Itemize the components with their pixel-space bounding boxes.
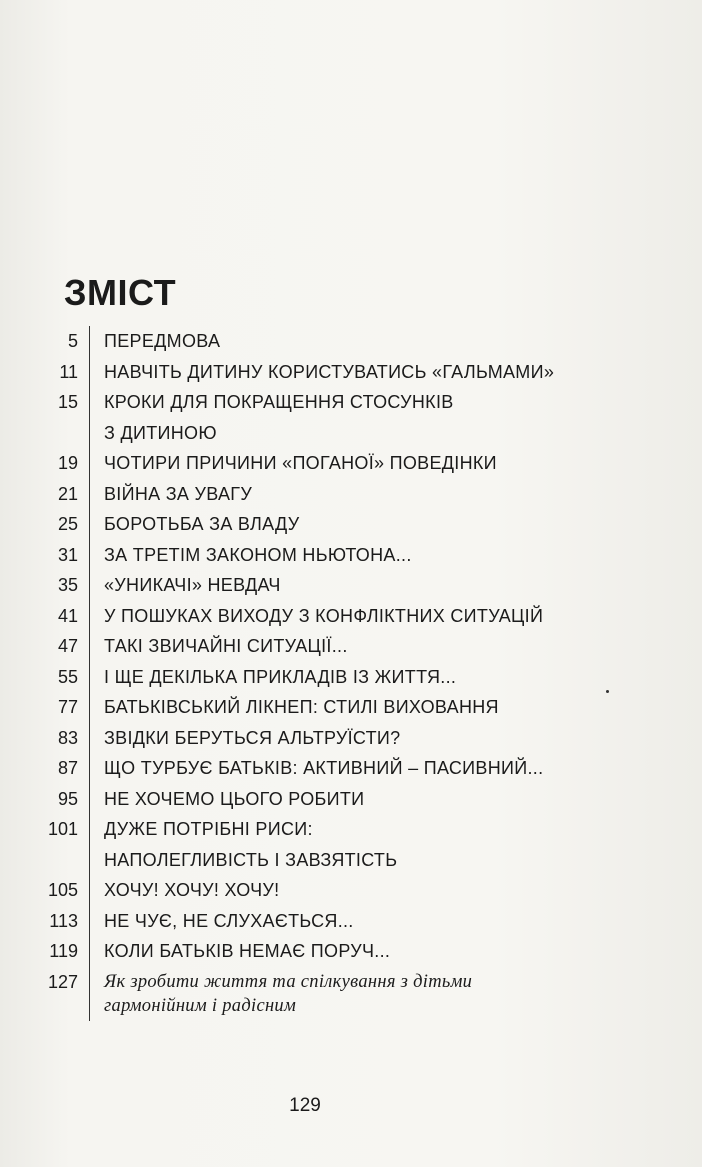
toc-entry-line: БАТЬКІВСЬКИЙ ЛІКНЕП: СТИЛІ ВИХОВАННЯ bbox=[104, 697, 499, 717]
toc-entry-line: ЧОТИРИ ПРИЧИНИ «ПОГАНОЇ» ПОВЕДІНКИ bbox=[104, 453, 497, 473]
toc-entry bbox=[40, 906, 640, 937]
toc-page-number: 55 bbox=[57, 666, 78, 687]
toc-entry-title bbox=[89, 723, 400, 754]
toc-entry-line: У ПОШУКАХ ВИХОДУ З КОНФЛІКТНИХ СИТУАЦІЙ bbox=[104, 605, 544, 626]
toc-entry-line: КОЛИ БАТЬКІВ НЕМАЄ ПОРУЧ... bbox=[104, 941, 391, 961]
toc-entry-title bbox=[89, 601, 543, 632]
toc-page-number: 35 bbox=[57, 575, 78, 595]
toc-page-number: 105 bbox=[47, 880, 78, 900]
toc-entry-line: ПЕРЕДМОВА bbox=[104, 331, 221, 351]
toc-entry-title bbox=[89, 509, 299, 540]
toc-page-number: 25 bbox=[57, 514, 78, 534]
toc-entry-title bbox=[89, 814, 397, 875]
toc-entry-title bbox=[89, 692, 499, 723]
toc-entry-line: НЕ ЧУЄ, НЕ СЛУХАЄТЬСЯ... bbox=[104, 910, 354, 931]
toc-entry-title bbox=[89, 753, 543, 784]
toc-entry-title bbox=[89, 662, 456, 693]
toc-entry-title bbox=[89, 875, 279, 906]
toc-entry-line: гармонійним і радісним bbox=[104, 995, 297, 1016]
toc-page-number: 119 bbox=[49, 941, 78, 961]
toc-entry-line: НАПОЛЕГЛИВІСТЬ І ЗАВЗЯТІСТЬ bbox=[104, 849, 398, 870]
toc-entry-line: ХОЧУ! ХОЧУ! ХОЧУ! bbox=[104, 880, 280, 900]
toc-entry bbox=[40, 662, 640, 693]
toc-entry-line: БОРОТЬБА ЗА ВЛАДУ bbox=[104, 514, 300, 534]
toc-entry bbox=[40, 448, 640, 479]
toc-entry-line: ВІЙНА ЗА УВАГУ bbox=[104, 483, 253, 504]
toc-page-number: 47 bbox=[57, 636, 78, 656]
toc-page-number: 77 bbox=[57, 697, 78, 717]
toc-entry bbox=[40, 479, 640, 510]
toc-page-number: 127 bbox=[47, 971, 78, 992]
toc-entry-line: НЕ ХОЧЕМО ЦЬОГО РОБИТИ bbox=[104, 788, 365, 809]
toc-entry-line: ЗА ТРЕТІМ ЗАКОНОМ НЬЮТОНА... bbox=[104, 544, 412, 565]
toc-entry-line: ДУЖЕ ПОТРІБНІ РИСИ: bbox=[104, 819, 313, 839]
toc-page-number: 95 bbox=[57, 788, 78, 809]
toc-entry-title bbox=[89, 540, 412, 571]
toc-entry bbox=[40, 692, 640, 723]
toc-entry-title bbox=[89, 357, 554, 388]
toc-page-number: 19 bbox=[57, 453, 78, 473]
toc-entry-line: Як зробити життя та спілкування з дітьми bbox=[104, 971, 473, 992]
toc-entry-line: НАВЧІТЬ ДИТИНУ КОРИСТУВАТИСЬ «ГАЛЬМАМИ» bbox=[104, 361, 555, 382]
toc-entry bbox=[40, 357, 640, 388]
toc-page-number: 31 bbox=[57, 544, 78, 565]
toc-entry-title bbox=[89, 967, 472, 1021]
toc-entry bbox=[40, 814, 640, 875]
toc-entry-line: «УНИКАЧІ» НЕВДАЧ bbox=[104, 575, 281, 595]
toc-page-number: 11 bbox=[59, 361, 78, 382]
toc-page-number: 113 bbox=[49, 910, 78, 931]
toc-entry-line: І ЩЕ ДЕКІЛЬКА ПРИКЛАДІВ ІЗ ЖИТТЯ... bbox=[104, 666, 457, 687]
toc-entry bbox=[40, 875, 640, 906]
toc-entry-title bbox=[89, 570, 281, 601]
toc-entry bbox=[40, 326, 640, 357]
toc-entry-title bbox=[89, 936, 390, 967]
toc-entry bbox=[40, 631, 640, 662]
toc-entry-title bbox=[89, 784, 364, 815]
toc-entry-line: З ДИТИНОЮ bbox=[104, 422, 217, 443]
toc-entry-title bbox=[89, 906, 354, 937]
toc-page-number: 5 bbox=[67, 331, 78, 351]
toc-entry bbox=[40, 601, 640, 632]
page-number: 129 bbox=[289, 1095, 321, 1116]
toc-entry-title bbox=[89, 479, 252, 510]
toc-entry bbox=[40, 753, 640, 784]
toc-entry-line: КРОКИ ДЛЯ ПОКРАЩЕННЯ СТОСУНКІВ bbox=[104, 392, 454, 412]
toc-entry bbox=[40, 723, 640, 754]
toc-entry-title bbox=[89, 448, 497, 479]
toc-entry-line: ЗВІДКИ БЕРУТЬСЯ АЛЬТРУЇСТИ? bbox=[104, 727, 401, 748]
toc-entry bbox=[40, 967, 640, 1021]
toc-page-number: 87 bbox=[57, 758, 78, 778]
toc-entry bbox=[40, 387, 640, 448]
toc-entry bbox=[40, 509, 640, 540]
toc-entry bbox=[40, 936, 640, 967]
toc-entry bbox=[40, 570, 640, 601]
toc-page-number: 21 bbox=[57, 483, 78, 504]
table-of-contents bbox=[40, 326, 640, 1021]
toc-page-number: 101 bbox=[47, 819, 78, 839]
toc-entry bbox=[40, 784, 640, 815]
print-speck bbox=[606, 690, 609, 693]
toc-page-number: 41 bbox=[57, 605, 78, 626]
toc-entry-title bbox=[89, 326, 220, 357]
toc-entry-title bbox=[89, 631, 348, 662]
page-title: ЗМІСТ bbox=[64, 272, 177, 313]
toc-page-number: 83 bbox=[57, 727, 78, 748]
toc-entry-title bbox=[89, 387, 454, 448]
toc-entry-line: ТАКІ ЗВИЧАЙНІ СИТУАЦІЇ... bbox=[104, 636, 348, 656]
toc-entry-line: ЩО ТУРБУЄ БАТЬКІВ: АКТИВНИЙ – ПАСИВНИЙ... bbox=[104, 758, 544, 778]
toc-page-number: 15 bbox=[57, 392, 78, 412]
toc-entry bbox=[40, 540, 640, 571]
